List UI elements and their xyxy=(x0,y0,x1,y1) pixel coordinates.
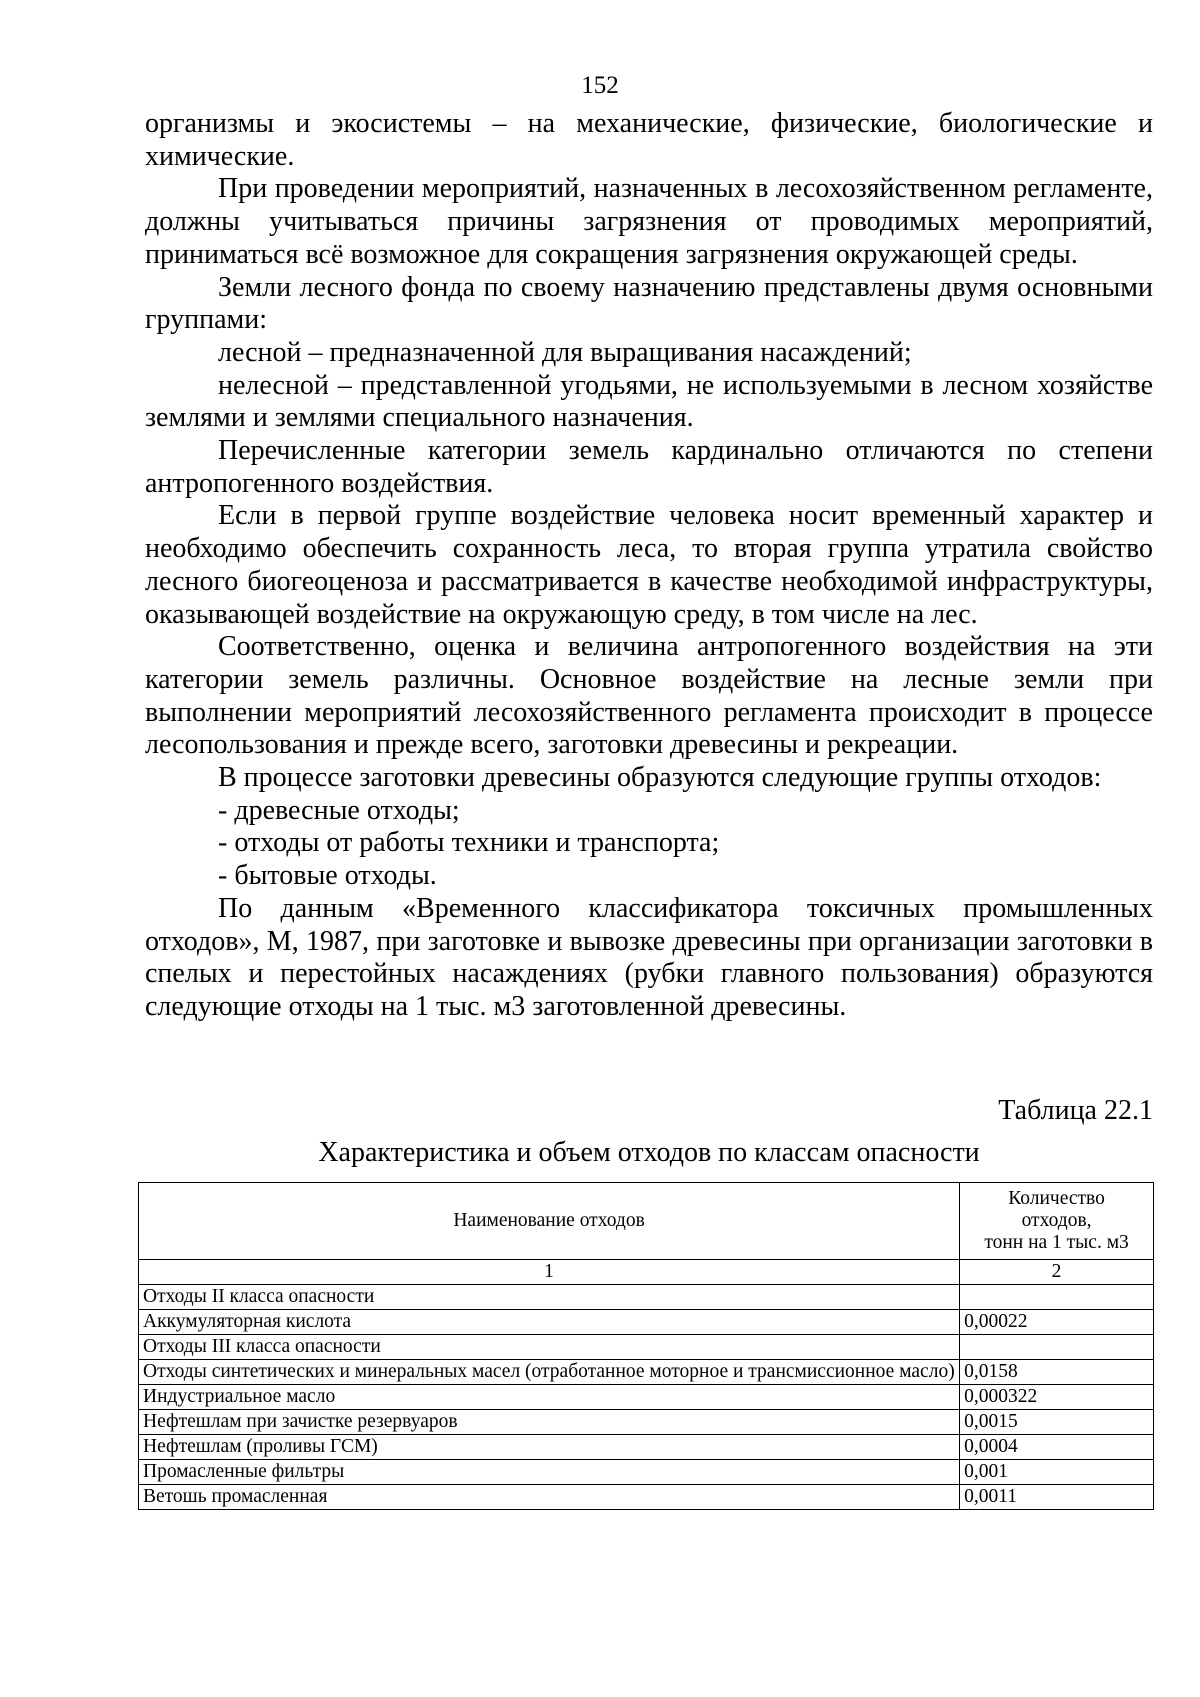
waste-qty-cell xyxy=(960,1285,1154,1310)
paragraph: Соответственно, оценка и величина антропогенного воздействия на эти категории земель различны. Основное воздействие на лесные земли при выполнении мероприятий лесохозяйственного регламента происходит в процессе лесопользования и прежде всего, заготовки древесины и рекреации. xyxy=(145,631,1153,761)
table-row xyxy=(139,1310,1154,1335)
paragraph: При проведении мероприятий, назначенных в лесохозяйственном регламенте, должны учитываться причины загрязнения от проводимых мероприятий, приниматься всё возможное для сокращения загрязнения окружающей среды. xyxy=(145,173,1153,270)
table-row xyxy=(139,1460,1154,1485)
table-title: Характеристика и объем отходов по классам опасности xyxy=(318,1137,980,1168)
body-text xyxy=(145,108,1153,1024)
table-row xyxy=(139,1335,1154,1360)
header-qty-line: Количество xyxy=(1008,1188,1105,1209)
table-row xyxy=(139,1410,1154,1435)
table-row xyxy=(139,1435,1154,1460)
list-item: лесной – предназначенной для выращивания насаждений; xyxy=(218,336,912,368)
waste-name-cell: Отходы III класса опасности xyxy=(139,1335,960,1360)
waste-name-cell: Отходы II класса опасности xyxy=(139,1285,960,1310)
waste-table xyxy=(138,1182,1154,1510)
waste-name-cell: Промасленные фильтры xyxy=(139,1460,960,1485)
table-row xyxy=(139,1485,1154,1510)
paragraph: организмы и экосистемы – на механические, физические, биологические и химические. xyxy=(145,108,1153,172)
paragraph: В процессе заготовки древесины образуются следующие группы отходов: xyxy=(218,762,1102,794)
table-header-row xyxy=(139,1183,1154,1260)
waste-qty-cell: 0,0015 xyxy=(960,1410,1154,1435)
header-waste-name: Наименование отходов xyxy=(139,1183,960,1260)
column-number: 1 xyxy=(139,1260,960,1285)
paragraph: По данным «Временного классификатора токсичных промышленных отходов», М, 1987, при заготовке и вывозке древесины при организации заготовки в спелых и перестойных насаждениях (рубки главного пользования) образуются следующие отходы на 1 тыс. м3 заготовленной древесины. xyxy=(145,892,1153,1022)
waste-qty-cell: 0,0004 xyxy=(960,1435,1154,1460)
waste-qty-cell xyxy=(960,1335,1154,1360)
waste-name-cell: Ветошь промасленная xyxy=(139,1485,960,1510)
list-item: - древесные отходы; xyxy=(218,794,460,826)
table-row xyxy=(139,1360,1154,1385)
header-waste-quantity xyxy=(960,1183,1154,1260)
waste-qty-cell: 0,0011 xyxy=(960,1485,1154,1510)
table-row xyxy=(139,1385,1154,1410)
column-number: 2 xyxy=(960,1260,1154,1285)
list-item: нелесной – представленной угодьями, не используемыми в лесном хозяйстве землями и землями специального назначения. xyxy=(145,369,1153,434)
list-item: - бытовые отходы. xyxy=(218,860,437,892)
page-number: 152 xyxy=(581,72,619,99)
paragraph: Если в первой группе воздействие человека носит временный характер и необходимо обеспечить сохранность леса, то вторая группа утратила свойство лесного биогеоценоза и рассматривается в качестве необходимой инфраструктуры, оказывающей воздействие на окружающую среду, в том числе на лес. xyxy=(145,500,1153,630)
waste-name-cell: Нефтешлам при зачистке резервуаров xyxy=(139,1410,960,1435)
paragraph: Земли лесного фонда по своему назначению представлены двумя основными группами: xyxy=(145,271,1153,336)
header-qty-line: тонн на 1 тыс. м3 xyxy=(984,1232,1129,1253)
waste-name-cell: Аккумуляторная кислота xyxy=(139,1310,960,1335)
waste-name-cell: Индустриальное масло xyxy=(139,1385,960,1410)
waste-name-cell: Отходы синтетических и минеральных масел (отработанное моторное и трансмиссионное масло) xyxy=(139,1360,960,1385)
paragraph: Перечисленные категории земель кардинально отличаются по степени антропогенного воздействия. xyxy=(145,435,1153,499)
table-row xyxy=(139,1285,1154,1310)
list-item: - отходы от работы техники и транспорта; xyxy=(218,827,720,859)
waste-qty-cell: 0,000322 xyxy=(960,1385,1154,1410)
waste-qty-cell: 0,0158 xyxy=(960,1360,1154,1385)
waste-name-cell: Нефтешлам (проливы ГСМ) xyxy=(139,1435,960,1460)
column-number-row xyxy=(139,1260,1154,1285)
table-caption: Таблица 22.1 xyxy=(998,1095,1153,1126)
header-qty-line: отходов, xyxy=(1021,1210,1092,1231)
waste-qty-cell: 0,001 xyxy=(960,1460,1154,1485)
waste-qty-cell: 0,00022 xyxy=(960,1310,1154,1335)
